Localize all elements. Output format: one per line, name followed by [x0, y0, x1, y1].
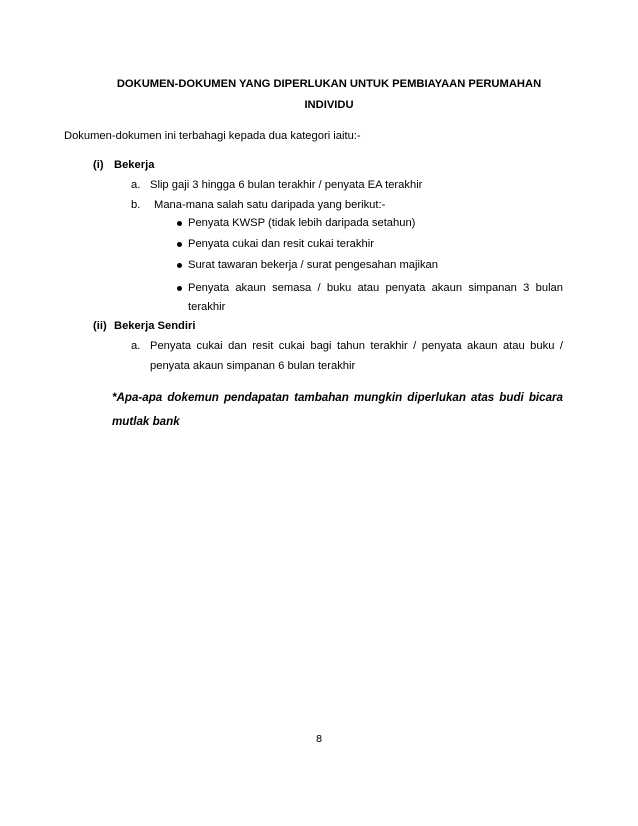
section-1-item-b-marker: b.: [131, 199, 141, 211]
section-1-item-a: Slip gaji 3 hingga 6 bulan terakhir / penyata EA terakhir: [150, 179, 423, 191]
title-line-1: DOKUMEN-DOKUMEN YANG DIPERLUKAN UNTUK PEMBIAYAAN PERUMAHAN: [116, 78, 542, 90]
section-1-marker: (i): [93, 159, 104, 171]
bank-discretion-note: [112, 386, 563, 434]
bullet-item-3: Surat tawaran bekerja / surat pengesahan majikan: [188, 259, 439, 271]
bullet-item-4: Penyata akaun semasa / buku atau penyata akaun simpanan 3 bulan: [188, 282, 563, 294]
bullet-icon: [177, 286, 182, 291]
bullet-icon: [177, 221, 182, 226]
document-title: [84, 74, 574, 116]
section-2-item-a-line-2: penyata akaun simpanan 6 bulan terakhir: [150, 360, 356, 372]
bullet-item-1: Penyata KWSP (tidak lebih daripada setahun): [188, 217, 416, 229]
section-2-item-a-line-1: Penyata cukai dan resit cukai bagi tahun terakhir / penyata akaun atau buku /: [150, 340, 563, 352]
note-line-1: *Apa-apa dokemun pendapatan tambahan mungkin diperlukan atas budi bicara: [112, 391, 563, 404]
section-2-item-a-marker: a.: [131, 340, 141, 352]
page-number: 8: [315, 734, 323, 745]
intro-text: Dokumen-dokumen ini terbahagi kepada dua kategori iaitu:-: [64, 130, 361, 142]
bullet-item-2: Penyata cukai dan resit cukai terakhir: [188, 238, 374, 250]
section-2-heading: Bekerja Sendiri: [114, 320, 196, 332]
section-1-heading: Bekerja: [114, 159, 155, 171]
section-1-item-a-marker: a.: [131, 179, 141, 191]
title-line-2: INDIVIDU: [304, 99, 354, 111]
bullet-icon: [177, 263, 182, 268]
section-1-item-b: Mana-mana salah satu daripada yang berikut:-: [154, 199, 386, 211]
bullet-icon: [177, 242, 182, 247]
section-2-marker: (ii): [93, 320, 107, 332]
note-line-2: mutlak bank: [112, 415, 180, 428]
bullet-item-4-continued: terakhir: [188, 301, 226, 313]
